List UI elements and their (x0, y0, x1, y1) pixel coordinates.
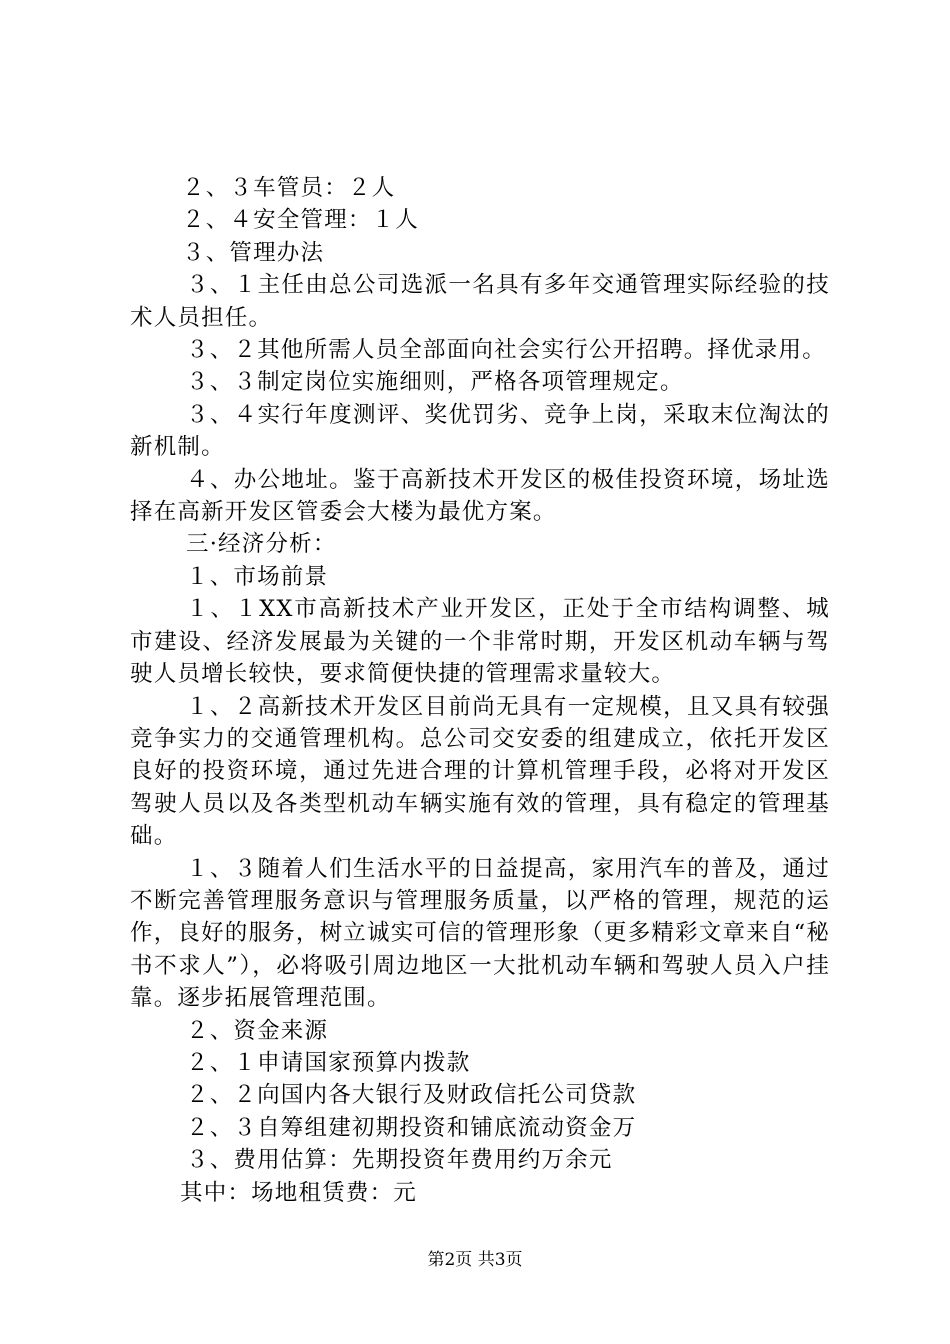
paragraph: ２、１申请国家预算内拨款 (186, 1049, 471, 1076)
section-heading: 三·经济分析： (186, 531, 337, 558)
paragraph: １、３随着人们生活水平的日益提高，家用汽车的普及，通过不断完善管理服务意识与管理服务质量，以严格的管理，规范的运作，良好的服务，树立诚实可信的管理形象（更多精彩文章来自“秘书不求人”），必将吸引周边地区一大批机动车辆和驾驶人员入户挂靠。逐步拓展管理范围。 (130, 855, 831, 1012)
page-footer: 第2页 共3页 (427, 1250, 523, 1270)
paragraph: ３、２其他所需人员全部面向社会实行公开招聘。择优录用。 (186, 337, 826, 364)
paragraph: 其中：场地租赁费：元 (180, 1179, 418, 1206)
paragraph: ２、３车管员：２人 (182, 175, 396, 201)
document-body (130, 172, 830, 1209)
paragraph: ２、资金来源 (186, 1017, 329, 1044)
paragraph: ２、３自筹组建初期投资和铺底流动资金万 (186, 1114, 637, 1141)
paragraph: ３、管理办法 (182, 239, 325, 266)
paragraph: ３、１主任由总公司选派一名具有多年交通管理实际经验的技术人员担任。 (130, 272, 830, 331)
paragraph: １、１XX市高新技术产业开发区，正处于全市结构调整、城市建设、经济发展最为关键的一个非常时期，开发区机动车辆与驾驶人员增长较快，要求简便快捷的管理需求量较大。 (130, 596, 830, 688)
paragraph: ４、办公地址。鉴于高新技术开发区的极佳投资环境，场址选择在高新开发区管委会大楼为最优方案。 (130, 466, 830, 526)
paragraph: ３、４实行年度测评、奖优罚劣、竞争上岗，采取末位淘汰的新机制。 (130, 401, 830, 461)
paragraph: ２、２向国内各大银行及财政信托公司贷款 (186, 1082, 637, 1109)
paragraph: ３、３制定岗位实施细则，严格各项管理规定。 (186, 369, 684, 396)
paragraph: １、２高新技术开发区目前尚无具有一定规模，且又具有较强竞争实力的交通管理机构。总公司交安委的组建成立，依托开发区良好的投资环境，通过先进合理的计算机管理手段，必将对开发区驾驶人员以及各类型机动车辆实施有效的管理，具有稳定的管理基础。 (130, 693, 830, 850)
paragraph: ３、费用估算：先期投资年费用约万余元 (186, 1147, 613, 1174)
paragraph: １、市场前景 (186, 563, 329, 590)
paragraph: ２、４安全管理：１人 (182, 207, 420, 234)
